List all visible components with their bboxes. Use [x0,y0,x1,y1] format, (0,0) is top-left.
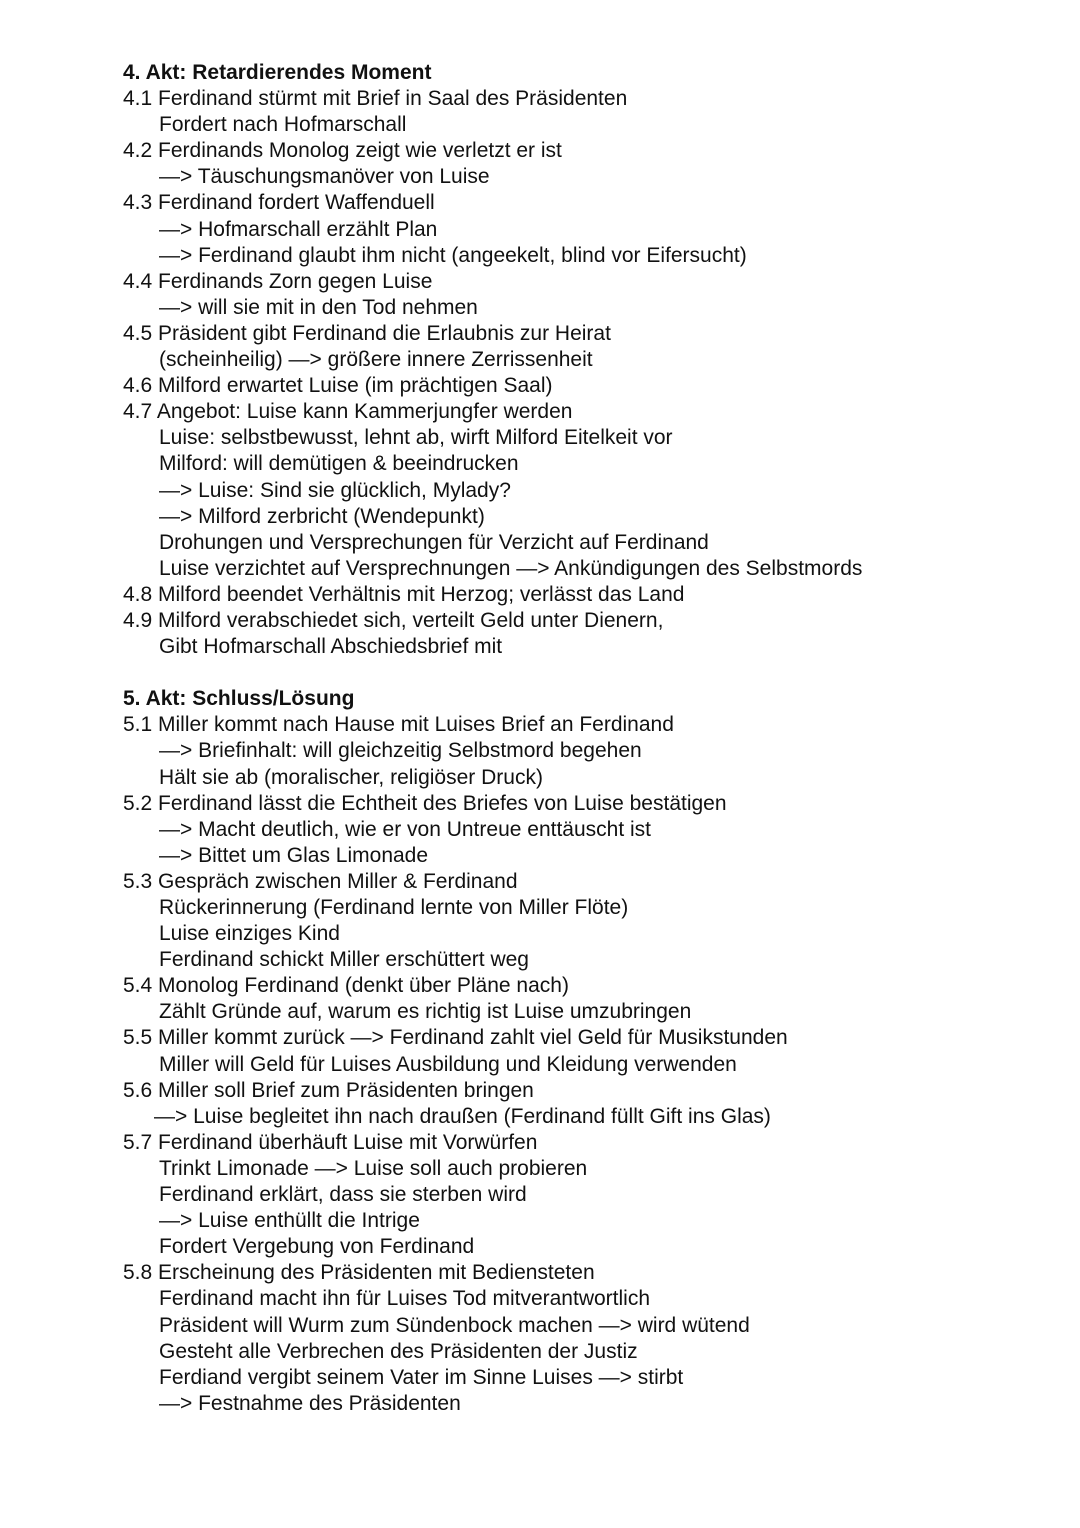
outline-item: 4.1 Ferdinand stürmt mit Brief in Saal des Präsidenten [123,87,628,111]
outline-subline: Miller will Geld für Luises Ausbildung und Kleidung verwenden [159,1052,737,1076]
outline-subline: —> Luise: Sind sie glücklich, Mylady? [159,478,511,502]
outline-subline: Drohungen und Versprechungen für Verzicht auf Ferdinand [159,530,709,554]
outline-subline: —> Milford zerbricht (Wendepunkt) [159,504,485,528]
outline-item: 4.3 Ferdinand fordert Waffenduell [123,191,435,215]
act-4-section [123,60,1053,660]
outline-subline: Ferdinand schickt Miller erschüttert weg [159,948,529,972]
outline-item: 4.4 Ferdinands Zorn gegen Luise [123,269,433,293]
outline-subline: —> Briefinhalt: will gleichzeitig Selbstmord begehen [159,739,642,763]
outline-subline: Gesteht alle Verbrechen des Präsidenten der Justiz [159,1339,638,1363]
outline-subline: Rückerinnerung (Ferdinand lernte von Miller Flöte) [159,896,629,919]
outline-subline: Hält sie ab (moralischer, religiöser Druck) [159,765,543,789]
outline-subline: —> Ferdinand glaubt ihm nicht (angeekelt, blind vor Eifersucht) [159,243,747,267]
outline-subline: —> Hofmarschall erzählt Plan [159,217,438,241]
outline-subline: Präsident will Wurm zum Sündenbock machen —> wird wütend [159,1313,750,1337]
outline-item: 5.2 Ferdinand lässt die Echtheit des Briefes von Luise bestätigen [123,791,727,815]
outline-item: 4.9 Milford verabschiedet sich, verteilt Geld unter Dienern, [123,608,664,632]
act-4-heading: 4. Akt: Retardierendes Moment [123,61,432,84]
outline-subline: —> Luise begleitet ihn nach draußen (Ferdinand füllt Gift ins Glas) [154,1104,771,1128]
outline-item: 5.4 Monolog Ferdinand (denkt über Pläne nach) [123,974,569,998]
outline-item: 5.5 Miller kommt zurück —> Ferdinand zahlt viel Geld für Musikstunden [123,1026,788,1050]
outline-subline: Ferdinand erklärt, dass sie sterben wird [159,1183,527,1207]
act-4-lines [123,86,1053,660]
outline-subline: —> Täuschungsmanöver von Luise [159,165,490,189]
act-5-section [123,686,1053,1417]
outline-subline: Ferdiand vergibt seinem Vater im Sinne Luises —> stirbt [159,1365,684,1389]
outline-subline: Ferdinand macht ihn für Luises Tod mitverantwortlich [159,1287,651,1311]
outline-subline: —> will sie mit in den Tod nehmen [159,295,478,319]
outline-subline: Trinkt Limonade —> Luise soll auch probieren [159,1156,588,1180]
act-5-heading: 5. Akt: Schluss/Lösung [123,687,355,711]
outline-item: 4.5 Präsident gibt Ferdinand die Erlaubnis zur Heirat [123,321,611,345]
outline-subline: Fordert Vergebung von Ferdinand [159,1235,475,1259]
outline-subline: Fordert nach Hofmarschall [159,113,407,137]
outline-item: 4.7 Angebot: Luise kann Kammerjungfer werden [123,400,573,424]
outline-subline: Luise verzichtet auf Versprechnungen —> Ankündigungen des Selbstmords [159,556,863,580]
outline-subline: —> Macht deutlich, wie er von Untreue enttäuscht ist [159,817,651,841]
section-gap [123,660,1053,686]
outline-item: 4.8 Milford beendet Verhältnis mit Herzog; verlässt das Land [123,582,685,606]
outline-subline: Luise: selbstbewusst, lehnt ab, wirft Milford Eitelkeit vor [159,426,673,450]
outline-subline: Zählt Gründe auf, warum es richtig ist Luise umzubringen [159,1000,692,1024]
outline-item: 4.6 Milford erwartet Luise (im prächtigen Saal) [123,374,553,398]
act-5-lines [123,712,1053,1417]
outline-subline: Gibt Hofmarschall Abschiedsbrief mit [159,635,503,659]
outline-item: 5.7 Ferdinand überhäuft Luise mit Vorwürfen [123,1130,538,1154]
outline-item: 5.8 Erscheinung des Präsidenten mit Bediensteten [123,1261,595,1285]
document-body [123,60,1053,1417]
outline-subline: (scheinheilig) —> größere innere Zerrissenheit [159,348,593,372]
outline-subline: —> Luise enthüllt die Intrige [159,1209,420,1233]
outline-item: 5.6 Miller soll Brief zum Präsidenten bringen [123,1078,534,1102]
outline-subline: Luise einziges Kind [159,922,340,946]
outline-subline: —> Festnahme des Präsidenten [159,1391,461,1415]
outline-subline: —> Bittet um Glas Limonade [159,843,429,867]
outline-item: 5.1 Miller kommt nach Hause mit Luises Brief an Ferdinand [123,713,674,737]
outline-item: 5.3 Gespräch zwischen Miller & Ferdinand [123,869,518,893]
outline-item: 4.2 Ferdinands Monolog zeigt wie verletzt er ist [123,139,562,163]
outline-subline: Milford: will demütigen & beeindrucken [159,452,519,476]
